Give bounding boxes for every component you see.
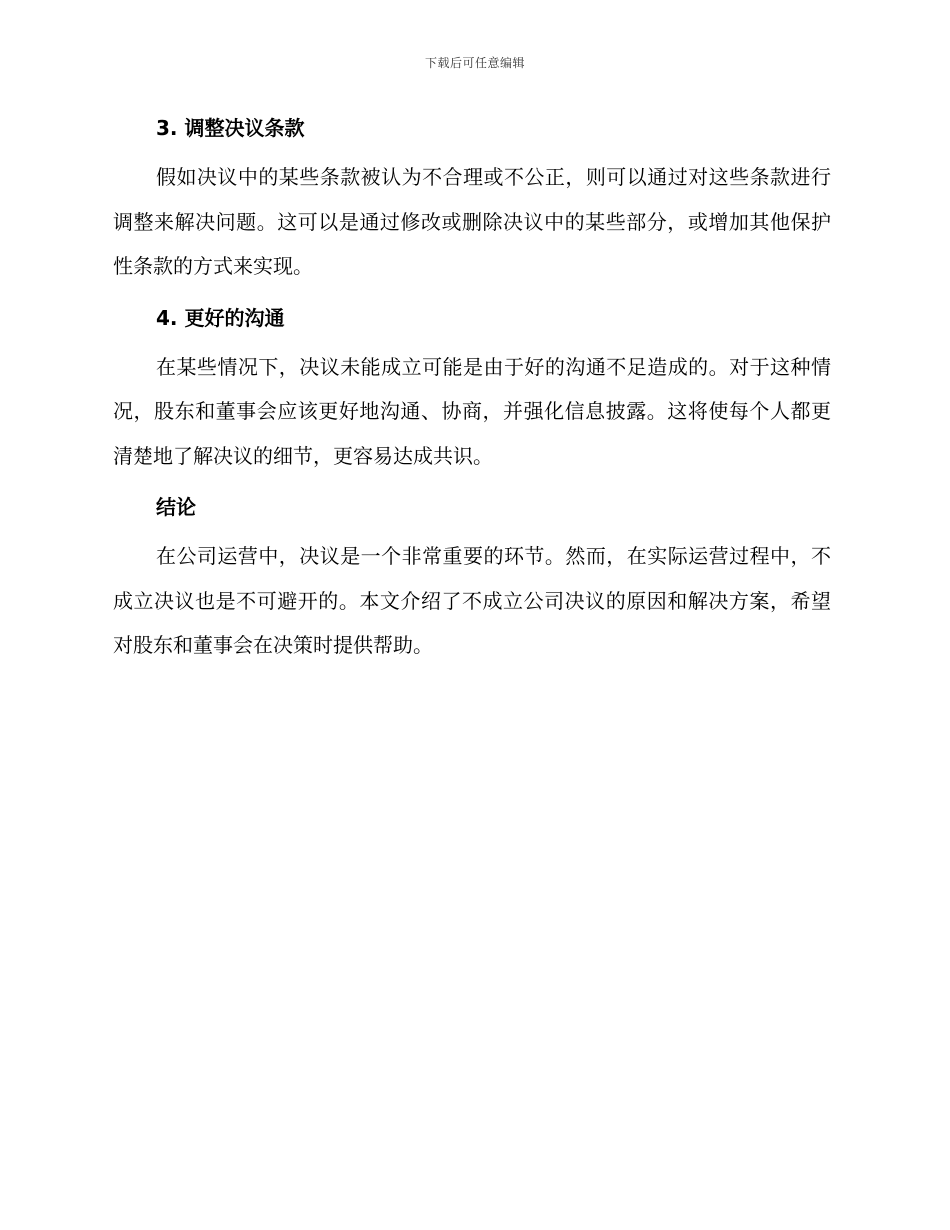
section-paragraph: 在公司运营中，决议是一个非常重要的环节。然而，在实际运营过程中，不成立决议也是不可避开的。本文介绍了不成立公司决议的原因和解决方案，希望对股东和董事会在决策时提供帮助。 xyxy=(113,544,831,657)
section-paragraph: 在某些情况下，决议未能成立可能是由于好的沟通不足造成的。对于这种情况，股东和董事会应该更好地沟通、协商，并强化信息披露。这将使每个人都更清楚地了解决议的细节，更容易达成共识。 xyxy=(113,354,831,468)
document-body xyxy=(113,113,831,682)
section-conclusion xyxy=(113,492,831,668)
page-header: 下载后可任意编辑 xyxy=(424,56,525,70)
section-adjust-terms xyxy=(113,113,831,289)
section-better-communication xyxy=(113,303,831,479)
section-paragraph: 假如决议中的某些条款被认为不合理或不公正，则可以通过对这些条款进行调整来解决问题。这可以是通过修改或删除决议中的某些部分，或增加其他保护性条款的方式来实现。 xyxy=(113,165,831,278)
section-heading: 4. 更好的沟通 xyxy=(156,305,285,330)
section-heading: 3. 调整决议条款 xyxy=(156,116,305,140)
section-heading: 结论 xyxy=(156,495,196,519)
